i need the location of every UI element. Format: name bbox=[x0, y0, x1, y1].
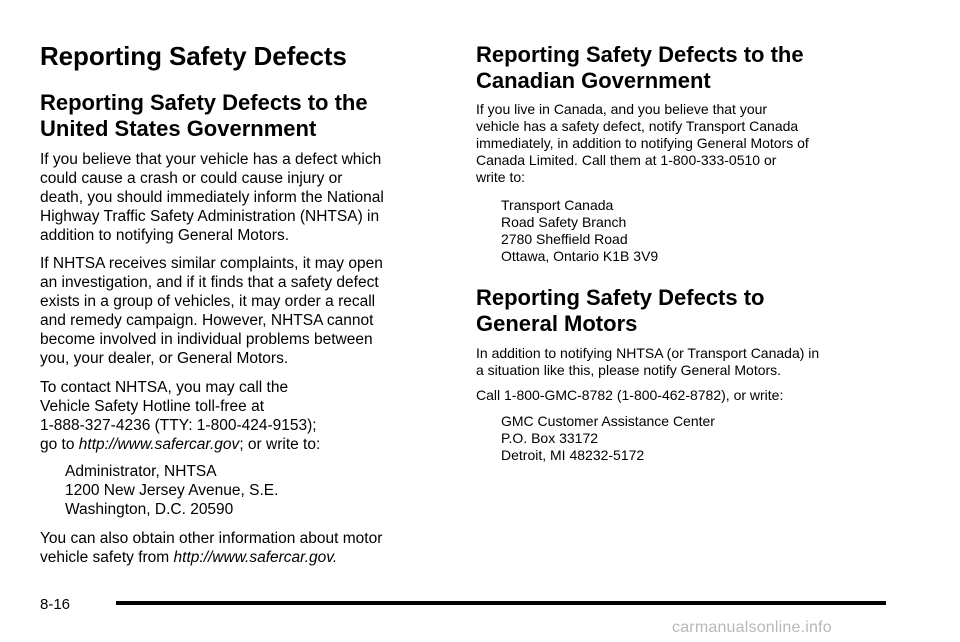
text-line: You can also obtain other information about motor bbox=[40, 530, 383, 547]
goto-suffix: ; or write to: bbox=[239, 436, 321, 453]
us-paragraph-4 bbox=[40, 529, 382, 567]
gm-address bbox=[476, 413, 715, 464]
us-government-heading bbox=[40, 90, 368, 142]
footer-rule bbox=[116, 601, 886, 605]
text-line: If you live in Canada, and you believe that your bbox=[476, 101, 768, 117]
text-line: Vehicle Safety Hotline toll-free at bbox=[40, 398, 265, 415]
transport-canada-address bbox=[476, 197, 658, 265]
text-line: Call 1-800-GMC-8782 (1-800-462-8782), or write: bbox=[476, 387, 784, 403]
info-prefix: vehicle safety from bbox=[40, 549, 174, 566]
gm-call bbox=[476, 387, 783, 404]
address-line: 1200 New Jersey Avenue, S.E. bbox=[65, 482, 279, 499]
gm-paragraph bbox=[476, 345, 819, 379]
address-line: Administrator, NHTSA bbox=[65, 463, 217, 480]
us-paragraph-1 bbox=[40, 150, 384, 245]
gm-heading bbox=[476, 285, 765, 337]
text-line bbox=[40, 435, 320, 454]
page-title: Reporting Safety Defects bbox=[40, 41, 347, 71]
address-line: Ottawa, Ontario K1B 3V9 bbox=[501, 248, 659, 264]
text-line: an investigation, and if it finds that a safety defect bbox=[40, 274, 379, 291]
address-line: Road Safety Branch bbox=[501, 214, 627, 230]
text-line: you, your dealer, or General Motors. bbox=[40, 350, 289, 367]
watermark: carmanualsonline.info bbox=[672, 619, 832, 636]
address-line: Detroit, MI 48232-5172 bbox=[501, 447, 645, 463]
text-line: If NHTSA receives similar complaints, it may open bbox=[40, 255, 383, 272]
text-line: death, you should immediately inform the National bbox=[40, 189, 384, 206]
address-line: Transport Canada bbox=[501, 197, 614, 213]
safercar-link-2[interactable]: http://www.safercar.gov. bbox=[173, 549, 338, 566]
text-line: 1-888-327-4236 (TTY: 1-800-424-9153); bbox=[40, 417, 317, 434]
heading-line: General Motors bbox=[476, 311, 638, 336]
text-line: If you believe that your vehicle has a defect which bbox=[40, 151, 382, 168]
address-line: 2780 Sheffield Road bbox=[501, 231, 628, 247]
address-line: P.O. Box 33172 bbox=[501, 430, 599, 446]
text-line: vehicle has a safety defect, notify Transport Canada bbox=[476, 118, 799, 134]
heading-line: United States Government bbox=[40, 116, 317, 141]
text-line: Canada Limited. Call them at 1-800-333-0510 or bbox=[476, 152, 777, 168]
nhtsa-address bbox=[40, 462, 278, 519]
text-line: In addition to notifying NHTSA (or Transport Canada) in bbox=[476, 345, 820, 361]
text-line: Highway Traffic Safety Administration (NHTSA) in bbox=[40, 208, 380, 225]
canada-paragraph bbox=[476, 101, 809, 186]
text-line: immediately, in addition to notifying General Motors of bbox=[476, 135, 809, 151]
text-line: exists in a group of vehicles, it may order a recall bbox=[40, 293, 376, 310]
text-line: become involved in individual problems between bbox=[40, 331, 373, 348]
heading-line: Reporting Safety Defects to bbox=[476, 285, 765, 310]
safercar-link[interactable]: http://www.safercar.gov bbox=[78, 436, 240, 453]
text-line: a situation like this, please notify General Motors. bbox=[476, 362, 782, 378]
text-line: To contact NHTSA, you may call the bbox=[40, 379, 289, 396]
text-line: addition to notifying General Motors. bbox=[40, 227, 289, 244]
text-line: could cause a crash or could cause injury or bbox=[40, 170, 343, 187]
page-number: 8-16 bbox=[40, 596, 71, 613]
text-line bbox=[40, 548, 382, 567]
text-line: write to: bbox=[476, 169, 526, 185]
address-line: GMC Customer Assistance Center bbox=[501, 413, 715, 429]
heading-line: Canadian Government bbox=[476, 68, 711, 93]
address-line: Washington, D.C. 20590 bbox=[65, 501, 234, 518]
canada-heading bbox=[476, 42, 804, 94]
text-line: and remedy campaign. However, NHTSA cannot bbox=[40, 312, 374, 329]
heading-line: Reporting Safety Defects to the bbox=[40, 90, 368, 115]
goto-prefix: go to bbox=[40, 436, 79, 453]
heading-line: Reporting Safety Defects to the bbox=[476, 42, 804, 67]
us-paragraph-2 bbox=[40, 254, 383, 368]
us-paragraph-3 bbox=[40, 378, 320, 454]
